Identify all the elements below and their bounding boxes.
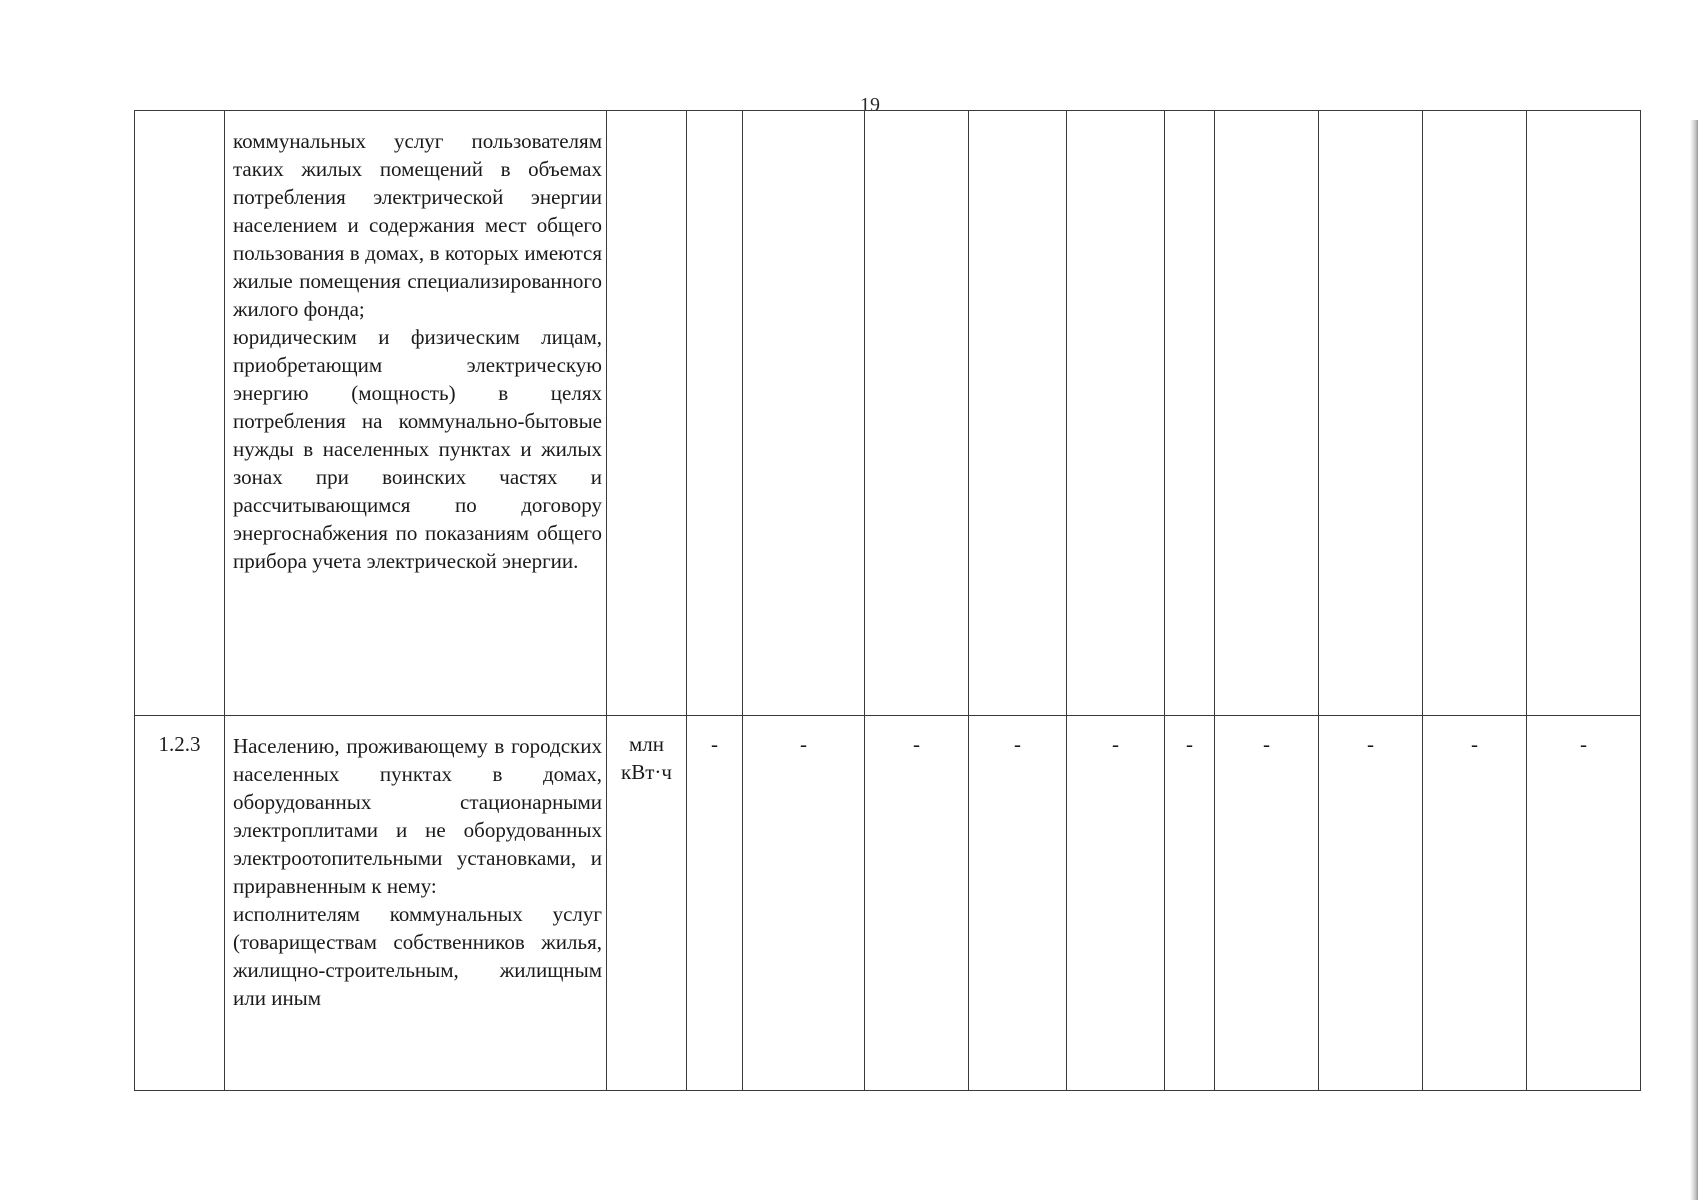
- value-cell: -: [743, 716, 865, 1091]
- value-cell: -: [1527, 716, 1641, 1091]
- value-cell: -: [1423, 716, 1527, 1091]
- row-number-cell: [135, 111, 225, 716]
- scan-edge-shadow: [1690, 120, 1698, 1200]
- description-paragraph: юридическим и физическим лицам, приобретающим электрическую энергию (мощность) в целях потребления на коммунально-бытовые нужды в населенных пунктах и жилых зонах при воинских частях и рассчитывающимся по договору энергоснабжения по показаниям общего прибора учета электрической энергии.: [233, 325, 602, 573]
- unit-cell: [607, 111, 687, 716]
- value-cell: [1067, 111, 1165, 716]
- row-description-cell: [225, 716, 607, 1091]
- table-row: [135, 111, 1641, 716]
- value-cell: -: [1067, 716, 1165, 1091]
- description-paragraph: исполнителям коммунальных услуг (товариществам собственников жилья, жилищно-строительным, жилищным или иным: [233, 902, 602, 1010]
- value-cell: [1527, 111, 1641, 716]
- description-paragraph: Населению, проживающему в городских населенных пунктах в домах, оборудованных стационарными электроплитами и не оборудованных электроотопительными установками, и приравненным к нему:: [233, 734, 602, 898]
- unit-cell: млн кВт·ч: [607, 716, 687, 1091]
- value-cell: -: [1215, 716, 1319, 1091]
- value-cell: [969, 111, 1067, 716]
- value-cell: -: [865, 716, 969, 1091]
- value-cell: -: [969, 716, 1067, 1091]
- value-cell: [1215, 111, 1319, 716]
- value-cell: [1319, 111, 1423, 716]
- value-cell: [1165, 111, 1215, 716]
- row-number-cell: 1.2.3: [135, 716, 225, 1091]
- value-cell: [743, 111, 865, 716]
- value-cell: [865, 111, 969, 716]
- tariff-table: [134, 110, 1641, 1091]
- table-row: [135, 716, 1641, 1091]
- value-cell: [1423, 111, 1527, 716]
- value-cell: -: [1165, 716, 1215, 1091]
- description-paragraph: коммунальных услуг пользователям таких жилых помещений в объемах потребления электрической энергии населением и содержания мест общего пользования в домах, в которых имеются жилые помещения специализированного жилого фонда;: [233, 129, 602, 321]
- row-description-cell: [225, 111, 607, 716]
- value-cell: [687, 111, 743, 716]
- page-number: 19: [860, 94, 880, 116]
- value-cell: -: [687, 716, 743, 1091]
- value-cell: -: [1319, 716, 1423, 1091]
